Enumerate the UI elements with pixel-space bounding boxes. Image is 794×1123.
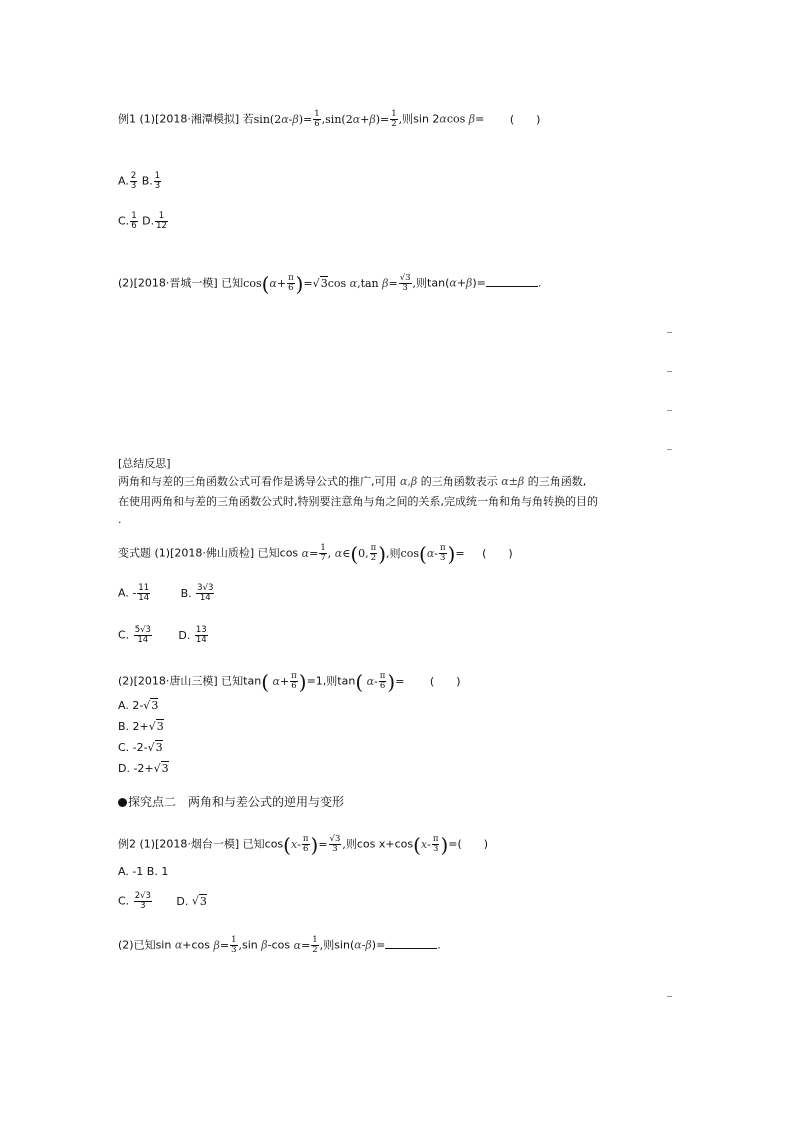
ex1-p1-tail: 则sin 2 xyxy=(402,112,440,126)
ex2-p1-paren: =( ) xyxy=(448,837,489,851)
variant-part2: (2)[2018·唐山三模] 已知tan( α+ $\frac{\pi}{6}$ )=1,则tan( α- $\frac{\pi}{6}$ )= ( ) xyxy=(118,669,461,694)
variant-p2-eq: =1,则tan xyxy=(306,674,356,688)
answer-blank[interactable] xyxy=(486,276,538,287)
summary-line1-mid: 的三角函数表示 xyxy=(420,475,498,488)
variant-p1-options-ab: A. - $\frac{11}{14}$ B. $\frac{3√3}{14}$ xyxy=(118,583,214,603)
ex1-p1-source: (1)[2018·湘潭模拟] 若 xyxy=(139,112,254,126)
ex2-p1-options-cd: C. $\frac{2√3}{3}$ D. √3 xyxy=(118,891,207,911)
variant-p1-options-cd: C. $\frac{5√3}{14}$ D. $\frac{13}{14}$ xyxy=(118,625,207,645)
ex2-p2-mid1: +cos xyxy=(182,938,211,952)
ex1-p1-options-ab: A. $\frac{2}{3}$ B. $\frac{1}{3}$ xyxy=(118,171,161,191)
ex2-part2: (2)已知sin α+cos β= $\frac{1}{3}$ ,sin β-cos α= $\frac{1}{2}$ ,则sin(α-β)= . xyxy=(118,935,441,955)
ex2-p2-source: (2)已知sin xyxy=(118,938,172,952)
summary-line2: 在使用两角和与差的三角函数公式时,特别要注意角与角之间的关系,完成统一角和角与角转换的目的 xyxy=(118,495,598,508)
option-b-label: B. xyxy=(141,174,153,188)
ex2-p2-tail: 则sin( xyxy=(323,938,355,952)
option-a: A. 2- xyxy=(118,699,144,712)
variant-label: 变式题 xyxy=(118,546,151,560)
summary-line3: . xyxy=(118,513,122,526)
ex1-p1-options-cd: C. $\frac{1}{6}$ D. $\frac{1}{12}$ xyxy=(118,211,167,231)
ex1-p2-end: . xyxy=(537,276,542,290)
ex2-p2-mid2: sin xyxy=(242,938,258,952)
ex2-p2-mid3: -cos xyxy=(267,938,291,952)
margin-mark xyxy=(667,410,672,411)
margin-mark xyxy=(667,332,672,333)
bullet-icon xyxy=(118,798,127,807)
ex2-p1-options-ab: A. -1 B. 1 xyxy=(118,865,169,878)
ex2-p1-mid: 则cos x+cos xyxy=(345,837,414,851)
ex1-p2-eq: )= xyxy=(472,276,486,290)
section-title: 探究点二 两角和与差公式的逆用与变形 xyxy=(128,795,345,809)
option-d-label: D. xyxy=(142,214,155,228)
variant-p2-source: (2)[2018·唐山三模] 已知tan xyxy=(118,674,262,688)
summary-line1-end: 的三角函数, xyxy=(527,475,587,488)
ex1-part1: 例1 (1)[2018·湘潭模拟] 若sin(2α-β)= $\frac{1}{6}$ ,sin(2α+β)= $\frac{1}{2}$ ,则sin 2αcos β= ( ) xyxy=(118,109,541,129)
ex2-part1: 例2 (1)[2018·烟台一模] 已知cos(x- $\frac{\pi}{6}$ )= $\frac{√3}{3}$ ,则cos x+cos(x- $\frac{\pi}{3}$ )=( ) xyxy=(118,832,489,857)
ex1-p1-paren: ( ) xyxy=(509,112,541,126)
ex2-label: 例2 xyxy=(118,837,136,851)
section-heading xyxy=(118,794,344,810)
answer-blank[interactable] xyxy=(385,938,437,949)
ex2-p2-eq: )= xyxy=(371,938,386,952)
variant-p1-source: (1)[2018·佛山质检] 已知cos xyxy=(154,546,299,560)
variant-p2-option-c: C. -2-√3 xyxy=(118,741,163,754)
summary-title: [总结反思] xyxy=(118,457,171,470)
option-d: D. -2+ xyxy=(118,762,154,775)
ex2-p1-source: (1)[2018·烟台一模] 已知cos xyxy=(139,837,284,851)
variant-p2-option-b: B. 2+√3 xyxy=(118,720,164,733)
ex1-p2-source: (2)[2018·晋城一模] 已知 xyxy=(118,276,244,290)
option-a-label: A. xyxy=(118,174,129,188)
margin-mark xyxy=(667,371,672,372)
option-c-label: C. xyxy=(118,214,130,228)
variant-p2-paren: ( ) xyxy=(429,674,461,688)
summary-line1: 两角和与差的三角函数公式可看作是诱导公式的推广,可用 α,β 的三角函数表示 α±β 的三角函数, xyxy=(118,475,587,488)
variant-part1: 变式题 (1)[2018·佛山质检] 已知cos α= $\frac{1}{7}$ , α∈(0, $\frac{\pi}{2}$ ),则cos(α- $\frac{\pi}{3}$ )= ( ) xyxy=(118,541,513,566)
ex2-p2-end: . xyxy=(437,938,441,952)
option-b: B. 2+ xyxy=(118,720,149,733)
ex1-label: 例1 xyxy=(118,112,136,126)
option-c-label: C. xyxy=(118,894,130,908)
variant-p1-paren: ( ) xyxy=(482,546,513,560)
variant-p2-option-a: A. 2-√3 xyxy=(118,699,159,712)
ex1-part2: (2)[2018·晋城一模] 已知cos(α+ $\frac{\pi}{6}$ )=√3cos α,tan β= $\frac{√3}{3}$ ,则tan(α+β)= . xyxy=(118,271,542,296)
margin-mark xyxy=(667,996,672,997)
ex1-p2-tail: 则tan( xyxy=(416,276,450,290)
option-d-label: D. xyxy=(176,894,189,908)
margin-mark xyxy=(667,449,672,450)
summary-line1-text: 两角和与差的三角函数公式可看作是诱导公式的推广,可用 xyxy=(118,475,397,488)
variant-p2-option-d: D. -2+√3 xyxy=(118,762,169,775)
option-c: C. -2- xyxy=(118,741,148,754)
